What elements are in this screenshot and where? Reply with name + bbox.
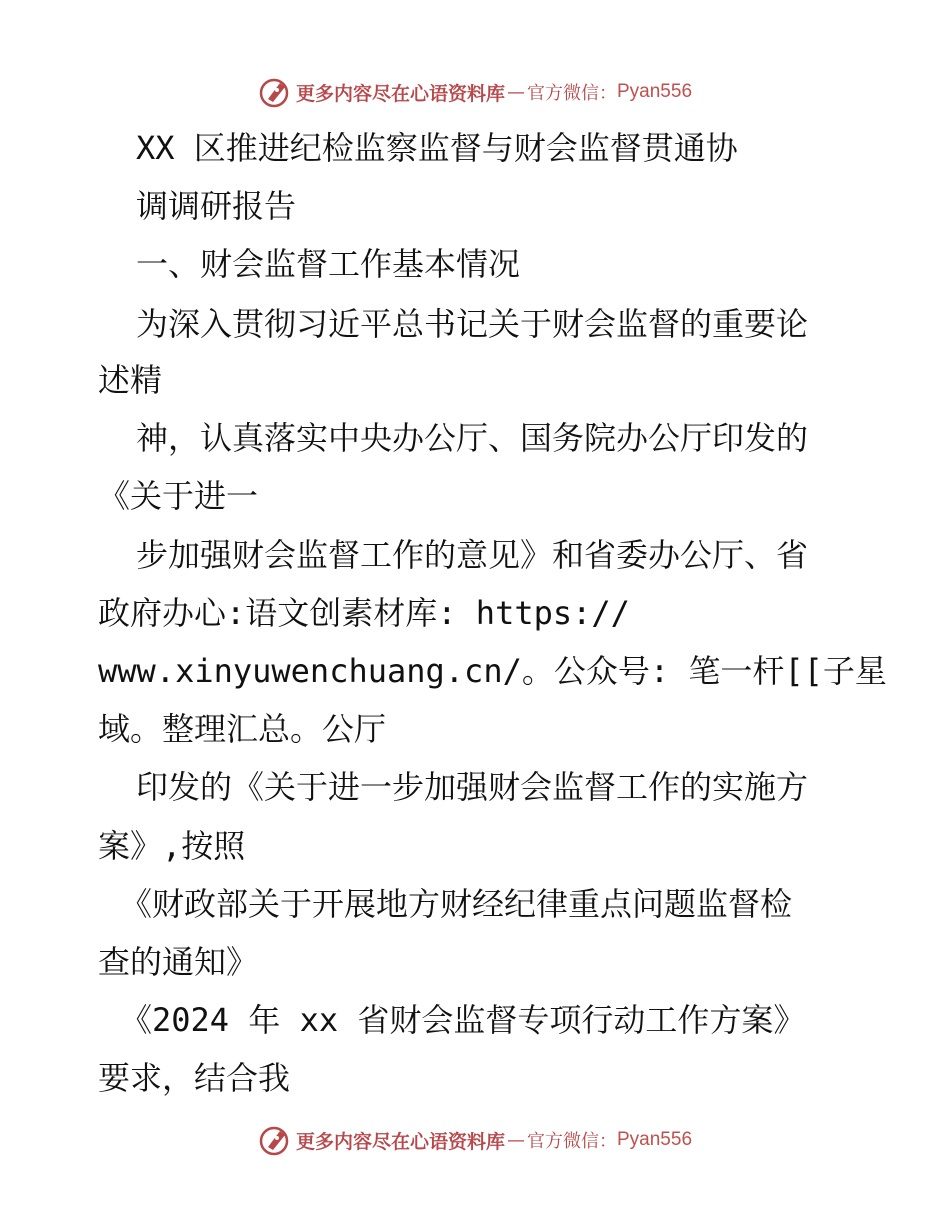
paragraph-line: 步加强财会监督工作的意见》和省委办公厅、省	[136, 536, 809, 574]
watermark-wechat-label: 官方微信：	[527, 83, 617, 104]
section-heading: 一、财会监督工作基本情况	[136, 245, 521, 283]
paragraph-line: 《关于进一	[98, 477, 259, 515]
paragraph-line: 《2024 年 xx 省财会监督专项行动工作方案》	[120, 1001, 806, 1039]
pen-nib-logo-icon	[258, 1123, 292, 1157]
paragraph-line: 案》,按照	[98, 827, 246, 865]
watermark-separator: —	[507, 81, 525, 103]
watermark-wechat-id: Pyan556	[617, 81, 693, 102]
paragraph-line: 神，认真落实中央办公厅、国务院办公厅印发的	[136, 419, 809, 457]
watermark-banner-bottom	[0, 1120, 950, 1160]
paragraph-line: 《财政部关于开展地方财经纪律重点问题监督检	[120, 885, 793, 923]
pen-nib-logo-icon	[258, 75, 292, 109]
paragraph-line: 要求，结合我	[98, 1059, 291, 1097]
paragraph-line: 为深入贯彻习近平总书记关于财会监督的重要论	[136, 305, 809, 343]
paragraph-line: www.xinyuwenchuang.cn/。公众号: 笔一杆[[子星	[98, 652, 887, 690]
paragraph-line: 印发的《关于进一步加强财会监督工作的实施方	[136, 768, 809, 806]
paragraph-line: 政府办心:语文创素材库: https://	[98, 594, 630, 632]
doc-title-line-2: 调调研报告	[136, 187, 297, 225]
watermark-site-text: 更多内容尽在心语资料库	[295, 1130, 505, 1153]
doc-title-line-1: XX 区推进纪检监察监督与财会监督贯通协	[136, 129, 738, 167]
watermark-site-text: 更多内容尽在心语资料库	[295, 82, 505, 105]
watermark-wechat-id: Pyan556	[617, 1129, 693, 1150]
paragraph-line: 述精	[98, 361, 163, 399]
watermark-separator: —	[507, 1129, 525, 1151]
watermark-banner-top	[0, 72, 950, 112]
watermark-wechat-label: 官方微信：	[527, 1131, 617, 1152]
paragraph-line: 查的通知》	[98, 943, 259, 981]
paragraph-line: 域。整理汇总。公厅	[98, 710, 387, 748]
